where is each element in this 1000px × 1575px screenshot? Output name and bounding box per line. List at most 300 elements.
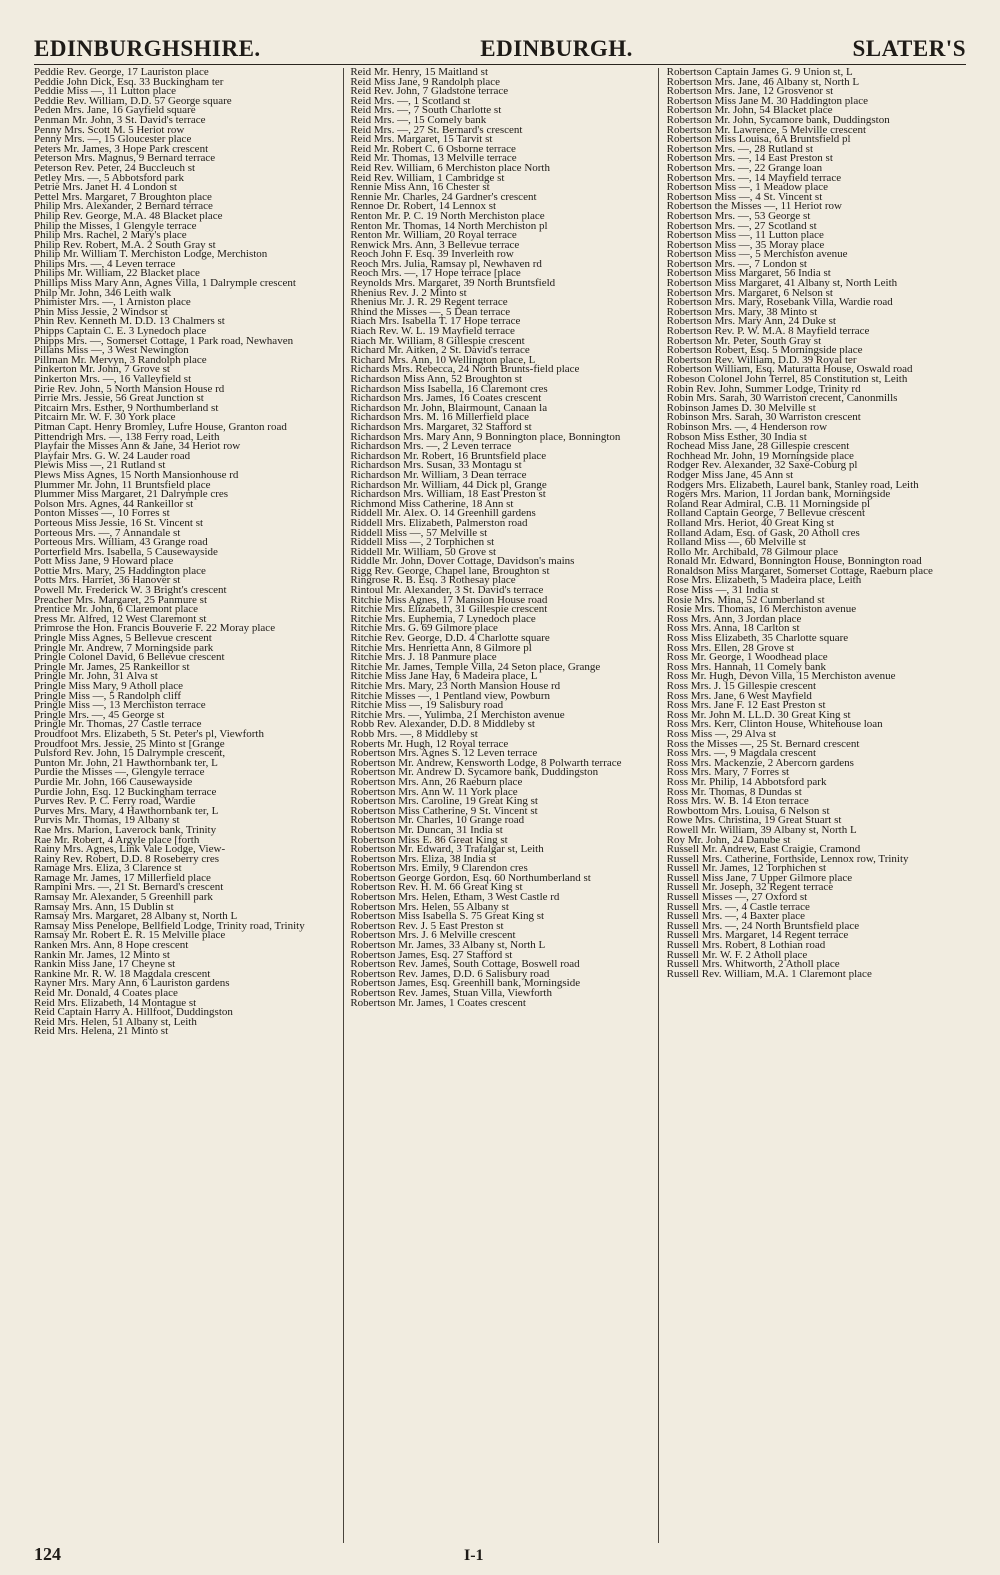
directory-entry: Robertson Mrs. Ann W. 11 York place [350, 785, 518, 798]
directory-entry: Robertson Mrs. —, 14 Mayfield terrace [666, 171, 842, 184]
directory-entry: Ritchie Miss Jane Hay, 6 Madeira place, L [350, 670, 538, 683]
directory-entry: Polson Mrs. Agnes, 44 Rankeillor st [34, 497, 194, 510]
directory-entry: Ringrose R. B. Esq. 3 Rothesay place [350, 574, 516, 587]
directory-entry: Robertson Rev. James, D.D. 6 Salisbury road [350, 967, 550, 980]
directory-entry: Russell Miss Jane, 7 Upper Gilmore place [666, 871, 853, 884]
directory-entry: Reid Miss Jane, 9 Randolph place [350, 75, 501, 88]
directory-entry: Pettel Mrs. Margaret, 7 Broughton place [34, 190, 212, 203]
directory-entry: Robertson Miss —, 5 Merchiston avenue [666, 248, 848, 261]
directory-entry: Porteous Miss Jessie, 16 St. Vincent st [34, 516, 204, 529]
directory-entry: Philip the Misses, 1 Glengyle terrace [34, 219, 197, 232]
directory-entry: Pringle Miss —, 5 Randolph cliff [34, 689, 182, 702]
directory-entry: Reid Rev. John, 7 Gladstone terrace [350, 85, 509, 98]
directory-entry: Rowell Mr. William, 39 Albany st, North L [666, 823, 857, 836]
directory-entry: Rhind the Misses —, 5 Dean terrace [350, 305, 511, 318]
directory-entry: Rampini Mrs. —, 21 St. Bernard's crescent [34, 881, 224, 894]
directory-entry: Rennie Miss Ann, 16 Chester st [350, 181, 490, 194]
directory-entry: Ross Mrs. Jane F. 12 East Preston st [666, 699, 826, 712]
directory-entry: Robertson Mrs. Emily, 9 Clarendon cres [350, 862, 528, 875]
directory-entry: Phipps Captain C. E. 3 Lynedoch place [34, 325, 207, 338]
directory-entry: Punton Mr. John, 21 Hawthornbank ter, L [34, 756, 218, 769]
directory-entry: Reid Mr. Thomas, 13 Melville terrace [350, 152, 517, 165]
directory-entry: Rhenius Rev. J. 2 Minto st [350, 286, 467, 299]
directory-entry: Rodger Miss Jane, 45 Ann st [666, 468, 794, 481]
directory-entry: Ramage Mrs. Eliza, 3 Clarence st [34, 862, 182, 875]
directory-entry: Ross Mr. Hugh, Devon Villa, 15 Merchiston avenue [666, 670, 896, 683]
directory-entry: Pringle Colonel David, 6 Bellevue crescent [34, 651, 225, 664]
directory-entry: Rainy Rev. Robert, D.D. 8 Roseberry cres [34, 852, 220, 865]
directory-entry: Russell Rev. William, M.A. 1 Claremont place [666, 967, 872, 980]
directory-entry: Phipps Mrs. —, Somerset Cottage, 1 Park road, Newhaven [34, 334, 294, 347]
directory-entry: Philip Rev. George, M.A. 48 Blacket place [34, 209, 223, 222]
directory-entry: Renwick Mrs. Ann, 3 Bellevue terrace [350, 238, 520, 251]
directory-entry: Richardson Mrs. William, 18 East Preston st [350, 488, 546, 501]
directory-entry: Proudfoot Mrs. Elizabeth, 5 St. Peter's pl, Viewforth [34, 727, 264, 740]
directory-entry: Robertson Mr. James, 33 Albany st, North L [350, 939, 546, 952]
directory-entry: Robertson Mr. Andrew, Kensworth Lodge, 8 Polwarth terrace [350, 756, 622, 769]
directory-entry: Roberts Mr. Hugh, 12 Royal terrace [350, 737, 509, 750]
directory-entry: Richard Mrs. Ann, 10 Wellington place, L [350, 353, 536, 366]
directory-entry: Robertson Miss —, 35 Moray place [666, 238, 825, 251]
directory-entry: Rankin Mr. James, 12 Minto st [34, 948, 170, 961]
directory-entry: Reid Rev. William, 1 Cambridge st [350, 171, 505, 184]
directory-entry: Robinson Mrs. —, 4 Henderson row [666, 420, 828, 433]
directory-entry: Penny Mrs. —, 15 Gloucester place [34, 133, 192, 146]
directory-entry: Robertson Mr. John, Sycamore bank, Duddingston [666, 113, 890, 126]
directory-entry: Pirrie Mrs. Jessie, 56 Great Junction st [34, 392, 204, 405]
directory-entry: Rankine Mr. R. W. 18 Magdala crescent [34, 967, 211, 980]
directory-entry: Pringle Miss —, 13 Merchiston terrace [34, 699, 206, 712]
directory-entry: Rolland Adam, Esq. of Gask, 20 Atholl cres [666, 526, 860, 539]
directory-entry: Ramsay Mr. Alexander, 5 Greenhill park [34, 891, 213, 904]
directory-entry: Purdie John, Esq. 12 Buckingham terrace [34, 785, 217, 798]
directory-entry: Reoch John F. Esq. 39 Inverleith row [350, 248, 514, 261]
directory-entry: Robertson Miss Margaret, 56 India st [666, 267, 831, 280]
directory-entry: Penny Mrs. Scott M. 5 Heriot row [34, 123, 185, 136]
directory-entry: Potts Mrs. Harriet, 36 Hanover st [34, 574, 181, 587]
directory-entry: Pottie Mrs. Mary, 25 Haddington place [34, 564, 206, 577]
directory-entry: Robertson Mrs. Jane, 12 Grosvenor st [666, 85, 834, 98]
directory-entry: Richardson Mr. John, Blairmount, Canaan la [350, 401, 548, 414]
directory-entry: Rigg Rev. George, Chapel lane, Broughton st [350, 564, 550, 577]
header-publisher: SLATER'S [852, 36, 966, 61]
directory-entry: Primrose the Hon. Francis Bouverie F. 22 Moray place [34, 622, 276, 635]
directory-entry: Robertson Mr. Lawrence, 5 Melville crescent [666, 123, 867, 136]
directory-entry: Reid Mrs. —, 7 South Charlotte st [350, 104, 502, 117]
directory-entry: Ramsay Miss Penelope, Bellfield Lodge, Trinity road, Trinity [34, 919, 305, 932]
directory-entry: Purves Rev. P. C. Ferry road, Wardie [34, 795, 196, 808]
directory-entry: Riddell Miss —, 57 Melville st [350, 526, 488, 539]
directory-entry: Ross Mr. John M. LL.D. 30 Great King st [666, 708, 851, 721]
directory-entry: Riach Mr. William, 8 Gillespie crescent [350, 334, 525, 347]
directory-entry: Porteous Mrs. William, 43 Grange road [34, 536, 208, 549]
directory-entry: Philip Mrs. Rachel, 2 Mary's place [34, 229, 187, 242]
directory-entry: Robertson Mrs. —, 28 Rutland st [666, 142, 814, 155]
directory-entry: Ritchie Mr. James, Temple Villa, 24 Seton place, Grange [350, 660, 601, 673]
directory-entry: Peddie Miss —, 11 Lutton place [34, 85, 176, 98]
directory-entry: Robertson Mrs. Jane, 46 Albany st, North L [666, 75, 860, 88]
directory-entry: Robertson Rev. James, South Cottage, Boswell road [350, 958, 580, 971]
directory-entry: Robinson Mrs. Sarah, 30 Warriston crescent [666, 411, 861, 424]
directory-entry: Ritchie Mrs. Euphemia, 7 Lynedoch place [350, 612, 536, 625]
directory-entry: Robinson James D. 30 Melville st [666, 401, 816, 414]
directory-entry: Richardson Mrs. Susan, 33 Montagu st [350, 459, 522, 472]
directory-entry: Riach Rev. W. L. 19 Mayfield terrace [350, 325, 515, 338]
directory-entry: Phin Miss Jessie, 2 Windsor st [34, 305, 168, 318]
directory-entry: Robertson Rev. James, Stuan Villa, Viewforth [350, 987, 552, 999]
directory-entry: Roland Rear Admiral, C.B. 11 Morningside pl [666, 497, 871, 510]
directory-entry: Robertson Miss E. 86 Great King st [350, 833, 508, 846]
directory-entry: Ross Mrs. Jane, 6 West Mayfield [666, 689, 812, 702]
directory-entry: Ritchie Mrs. Mary, 23 North Mansion House rd [350, 680, 561, 692]
directory-entry: Peterson Rev. Peter, 24 Buccleuch st [34, 161, 196, 174]
directory-entry: Robertson Mrs. Helen, Etham, 3 West Castle rd [350, 891, 560, 904]
column-2 [343, 68, 658, 1543]
directory-entry: Rae Mr. Robert, 4 Argyle place [forth [34, 833, 200, 846]
directory-entry: Ritchie Miss —, 19 Salisbury road [350, 699, 504, 712]
directory-entry: Reid Mr. Donald, 4 Coates place [34, 987, 178, 999]
directory-entry: Petley Mrs. —, 5 Abbotsford park [34, 171, 185, 184]
directory-entry: Rennie Mr. Charles, 24 Gardner's crescent [350, 190, 537, 203]
directory-entry: Rodgers Mrs. Elizabeth, Laurel bank, Stanley road, Leith [666, 478, 919, 491]
directory-entry: Rayner Mrs. Mary Ann, 6 Lauriston gardens [34, 977, 230, 990]
directory-entry: Peddie Rev. George, 17 Lauriston place [34, 68, 209, 78]
directory-entry: Pringle Miss Mary, 9 Atholl place [34, 680, 183, 692]
directory-entry: Robertson Miss Margaret, 41 Albany st, North Leith [666, 277, 898, 290]
directory-entry: Pulsford Rev. John, 15 Dalrymple crescent, [34, 747, 226, 760]
directory-entry: Robertson Mrs. J. 6 Melville crescent [350, 929, 516, 942]
directory-entry: Robertson Rev. J. 5 East Preston st [350, 919, 504, 932]
directory-entry: Pinkerton Mrs. —, 16 Valleyfield st [34, 373, 192, 385]
directory-entry: Ross Mrs. W. B. 14 Eton terrace [666, 795, 809, 808]
directory-entry: Philips Mr. William, 22 Blacket place [34, 267, 200, 280]
directory-entry: Robertson Mr. Duncan, 31 India st [350, 823, 503, 836]
directory-entry: Robertson Rev. William, D.D. 39 Royal ter [666, 353, 857, 366]
directory-entry: Robertson Miss Catherine, 9 St. Vincent st [350, 804, 538, 817]
directory-entry: Pinkerton Mr. John, 7 Grove st [34, 363, 170, 376]
directory-entry: Ross Mrs. Ann, 3 Jordan place [666, 612, 802, 625]
directory-entry: Rogers Mrs. Marion, 11 Jordan bank, Morningside [666, 488, 891, 501]
directory-entry: Ross Mrs. Mary, 7 Forres st [666, 766, 790, 779]
directory-entry: Robertson Mr. Andrew D. Sycamore bank, Duddingston [350, 766, 599, 779]
directory-entry: Philip Mrs. Alexander, 2 Bernard terrace [34, 200, 213, 213]
directory-entry: Rosie Mrs. Thomas, 16 Merchiston avenue [666, 603, 857, 616]
directory-entry: Robertson Mrs. Eliza, 38 India st [350, 852, 497, 865]
directory-entry: Phillips Miss Mary Ann, Agnes Villa, 1 Dalrymple crescent [34, 277, 296, 290]
directory-entry: Rintoul Mr. Alexander, 3 St. David's terrace [350, 584, 544, 597]
directory-entry: Robertson Mrs. —, 22 Grange loan [666, 161, 823, 174]
directory-entry: Robertson the Misses —, 11 Heriot row [666, 200, 842, 213]
directory-entry: Ramsay Mrs. Ann, 15 Dublin st [34, 900, 174, 913]
directory-entry: Ritchie Miss Agnes, 17 Mansion House road [350, 593, 548, 606]
directory-entry: Pringle Miss Agnes, 5 Bellevue crescent [34, 632, 212, 645]
directory-entry: Rolland Miss —, 60 Melville st [666, 536, 806, 549]
directory-entry: Ranken Mrs. Ann, 8 Hope crescent [34, 939, 189, 952]
directory-entry: Reid Mrs. Helen, 51 Albany st, Leith [34, 1015, 197, 1028]
directory-entry: Plewis Miss —, 21 Rutland st [34, 459, 166, 472]
directory-entry: Ramsay Mr. Robert E. R. 15 Melville place [34, 929, 226, 942]
directory-entry: Philip Mr. William T. Merchiston Lodge, Merchiston [34, 248, 268, 261]
header-rule [34, 64, 966, 65]
directory-entry: Robson Miss Esther, 30 India st [666, 430, 807, 443]
directory-entry: Ritchie Misses —, 1 Pentland view, Powburn [350, 689, 551, 702]
directory-entry: Ritchie Mrs. J. 18 Panmure place [350, 651, 497, 664]
directory-entry: Pitman Capt. Henry Bromley, Lufre House, Granton road [34, 420, 287, 433]
directory-entry: Reid Mrs. —, 1 Scotland st [350, 94, 471, 107]
directory-entry: Roy Mr. John, 24 Danube st [666, 833, 791, 846]
directory-entry: Phimister Mrs. —, 1 Arniston place [34, 296, 191, 309]
directory-entry: Pringle Mr. James, 25 Rankeillor st [34, 660, 190, 673]
directory-entry: Richardson Miss Isabella, 16 Claremont cres [350, 382, 548, 395]
directory-entry: Peddie Rev. William, D.D. 57 George square [34, 94, 232, 107]
directory-entry: Rennoe Dr. Robert, 14 Lennox st [350, 200, 497, 213]
directory-entry: Rowe Mrs. Christina, 19 Great Stuart st [666, 814, 842, 827]
directory-entry: Reid Mrs. —, 27 St. Bernard's crescent [350, 123, 523, 136]
directory-entry: Preacher Mrs. Margaret, 25 Panmure st [34, 593, 207, 606]
directory-entry: Robertson Mrs. Caroline, 19 Great King st [350, 795, 538, 808]
directory-entry: Renton Mr. Thomas, 14 North Merchiston pl [350, 219, 548, 232]
directory-entry: Porteous Mrs. —, 7 Annandale st [34, 526, 181, 539]
directory-entry: Robertson Mrs. Helen, 55 Albany st [350, 900, 509, 913]
directory-entry: Reoch Mrs. Julia, Ramsay pl, Newhaven rd [350, 257, 542, 270]
running-header [34, 36, 966, 64]
directory-entry: Robb Rev. Alexander, D.D. 8 Middleby st [350, 718, 535, 731]
directory-entry: Robertson Mrs. Margaret, 6 Nelson st [666, 286, 833, 299]
directory-entry: Ritchie Mrs. —, Yulimba, 21 Merchiston avenue [350, 708, 565, 721]
directory-entry: Ross Mrs. Hannah, 11 Comely bank [666, 660, 827, 673]
directory-entry: Pringle Mr. Thomas, 27 Castle terrace [34, 718, 202, 731]
directory-entry: Riddell Mr. Alex. O. 14 Greenhill gardens [350, 507, 536, 520]
directory-entry: Ritchie Mrs. Elizabeth, 31 Gillespie crescent [350, 603, 548, 616]
directory-entry: Riddell Mr. William, 50 Grove st [350, 545, 497, 558]
directory-entry: Russell Mr. Andrew, East Craigie, Cramond [666, 843, 861, 856]
directory-entry: Robertson Miss Isabella S. 75 Great King st [350, 910, 545, 923]
directory-entry: Rhenius Mr. J. R. 29 Regent terrace [350, 296, 508, 309]
directory-entry: Plummer Mr. John, 11 Bruntsfield place [34, 478, 211, 491]
directory-entry: Purdie Mr. John, 166 Causewayside [34, 775, 193, 788]
directory-entry: Rae Mrs. Marion, Laverock bank, Trinity [34, 823, 217, 836]
directory-entry: Purdie the Misses —, Glengyle terrace [34, 766, 205, 779]
directory-entry: Pillman Mr. Mervyn, 3 Randolph place [34, 353, 207, 366]
directory-entry: Robertson Robert, Esq. 5 Morningside place [666, 344, 863, 357]
directory-entry: Pittendrigh Mrs. —, 138 Ferry road, Leith [34, 430, 220, 443]
directory-entry: Russell Mrs. Whitworth, 2 Atholl place [666, 958, 840, 971]
directory-entry: Robertson Miss —, 4 St. Vincent st [666, 190, 823, 203]
directory-entry: Robin Mrs. Sarah, 30 Warriston crecent, Canonmills [666, 392, 898, 405]
directory-entry: Rollo Mr. Archibald, 78 Gilmour place [666, 545, 839, 558]
directory-entry: Pitcairn Mrs. Esther, 9 Northumberland st [34, 401, 219, 414]
directory-entry: Richards Mrs. Rebecca, 24 North Brunts-field place [350, 363, 580, 376]
directory-entry: Powell Mr. Frederick W. 3 Bright's crescent [34, 584, 227, 597]
directory-entry: Playfair Mrs. G. W. 24 Lauder road [34, 449, 191, 462]
directory-entry: Rolland Captain George, 7 Bellevue crescent [666, 507, 865, 520]
directory-entry: Rainy Mrs. Agnes, Link Vale Lodge, View- [34, 843, 226, 856]
column-1 [34, 68, 335, 1543]
directory-entry: Ross Mrs. —, 9 Magdala crescent [666, 747, 817, 760]
directory-entry: Ritchie Rev. George, D.D. 4 Charlotte square [350, 632, 550, 645]
directory-entry: Reid Mr. Henry, 15 Maitland st [350, 68, 489, 78]
directory-entry: Richardson Mr. William, 3 Dean terrace [350, 468, 527, 481]
directory-entry: Russell Mrs. —, 4 Castle terrace [666, 900, 810, 913]
directory-entry: Proudfoot Mrs. Jessie, 25 Minto st [Grange [34, 737, 225, 750]
directory-entry: Philp Mr. John, 346 Leith walk [34, 286, 172, 299]
directory-entry: Robertson Rev. P. W. M.A. 8 Mayfield terrace [666, 325, 870, 338]
directory-entry: Reid Captain Harry A. Hillfoot, Duddingston [34, 1006, 233, 1019]
directory-entry: Richardson Mr. Robert, 16 Bruntsfield place [350, 449, 547, 462]
directory-entry: Russell Mrs. —, 4 Baxter place [666, 910, 806, 923]
directory-entry: Petrie Mrs. Janet H. 4 London st [34, 181, 177, 194]
directory-entry: Pillans Miss —, 3 West Newington [34, 344, 189, 357]
directory-entry: Robb Mrs. —, 8 Middleby st [350, 727, 478, 740]
directory-entry: Ronald Mr. Edward, Bonnington House, Bonnington road [666, 555, 922, 568]
directory-entry: Russell Mrs. Margaret, 14 Regent terrace [666, 929, 849, 942]
directory-entry: Robertson Miss Jane M. 30 Haddington place [666, 94, 868, 107]
directory-entry: Plews Miss Agnes, 15 North Mansionhouse rd [34, 468, 239, 481]
directory-entry: Ross Mrs. Kerr, Clinton House, Whitehouse loan [666, 718, 883, 731]
directory-entry: Robertson George Gordon, Esq. 60 Northumberland st [350, 871, 591, 884]
directory-entry: Ramage Mr. James, 17 Millerfield place [34, 871, 211, 884]
directory-entry: Robeson Colonel John Terrel, 85 Constitution st, Leith [666, 373, 908, 385]
directory-entry: Ross Mr. Thomas, 8 Dundas st [666, 785, 802, 798]
directory-entry: Rodger Rev. Alexander, 32 Saxe-Coburg pl [666, 459, 858, 472]
directory-entry: Pott Miss Jane, 9 Howard place [34, 555, 174, 568]
directory-entry: Robertson Mrs. Mary, 38 Minto st [666, 305, 818, 318]
directory-entry: Richardson Mrs. James, 16 Coates crescent [350, 392, 542, 405]
directory-entry: Russell Mrs. Robert, 8 Lothian road [666, 939, 826, 952]
directory-entry: Ross the Misses —, 25 St. Bernard crescent [666, 737, 860, 750]
directory-entry: Russell Mrs. Catherine, Forthside, Lennox row, Trinity [666, 852, 909, 865]
directory-entry: Rolland Mrs. Heriot, 40 Great King st [666, 516, 835, 529]
directory-entry: Rose Miss —, 31 India st [666, 584, 779, 597]
directory-entry: Robertson Rev. H. M. 66 Great King st [350, 881, 523, 894]
directory-entry: Russell Mr. Joseph, 32 Regent terrace [666, 881, 834, 894]
directory-entry: Riddell Mrs. Elizabeth, Palmerston road [350, 516, 528, 529]
directory-entry: Purvis Mr. Thomas, 19 Albany st [34, 814, 180, 827]
directory-entry: Robertson James, Esq. Greenhill bank, Morningside [350, 977, 581, 990]
directory-entry: Richmond Miss Catherine, 18 Ann st [350, 497, 514, 510]
directory-entry: Richardson Mr. William, 44 Dick pl, Grange [350, 478, 547, 491]
directory-entry: Robertson Mrs. Mary Ann, 24 Duke st [666, 315, 836, 328]
directory-entry: Rochead Miss Jane, 28 Gillespie crescent [666, 440, 850, 453]
directory-entry: Reid Mr. Robert C. 6 Osborne terrace [350, 142, 516, 155]
directory-entry: Reid Mrs. Elizabeth, 14 Montague st [34, 996, 197, 1009]
directory-entry: Rosie Mrs. Mina, 52 Cumberland st [666, 593, 825, 606]
directory-entry: Robertson Mrs. Mary, Rosebank Villa, Wardie road [666, 296, 893, 309]
directory-entry: Riddle Mr. John, Dover Cottage, Davidson's mains [350, 555, 575, 568]
directory-entry: Russell Mr. James, 12 Torphichen st [666, 862, 827, 875]
directory-entry: Richardson Mrs. M. 16 Millerfield place [350, 411, 530, 424]
directory-entry: Ross Mrs. J. 15 Gillespie crescent [666, 680, 817, 692]
directory-entry: Robertson William, Esq. Maturatta House, Oswald road [666, 363, 913, 376]
directory-entry: Philip Rev. Robert, M.A. 2 South Gray st [34, 238, 216, 251]
directory-entry: Richardson Miss Ann, 52 Broughton st [350, 373, 523, 385]
directory-entry: Reoch Mrs. —, 17 Hope terrace [place [350, 267, 521, 280]
directory-entry: Peterson Mrs. Magnus, 9 Bernard terrace [34, 152, 216, 165]
directory-entry: Robertson Mr. Peter, South Gray st [666, 334, 822, 347]
directory-entry: Peters Mr. James, 3 Hope Park crescent [34, 142, 209, 155]
directory-entry: Pringle Mr. John, 31 Alva st [34, 670, 158, 683]
directory-entry: Rankin Miss Jane, 17 Cheyne st [34, 958, 176, 971]
directory-entry: Renton Mr. P. C. 19 North Merchiston place [350, 209, 545, 222]
directory-entry: Peddie John Dick, Esq. 33 Buckingham ter [34, 75, 224, 88]
directory-entry: Robertson Captain James G. 9 Union st, L [666, 68, 853, 78]
directory-entry: Ross Mrs. Ellen, 28 Grove st [666, 641, 795, 654]
directory-entry: Robertson Mrs. —, 7 London st [666, 257, 807, 270]
directory-entry: Robertson Mrs. —, 53 George st [666, 209, 811, 222]
directory-entry: Richardson Mrs. Margaret, 32 Stafford st [350, 420, 532, 433]
directory-entry: Reid Mrs. Helena, 21 Minto st [34, 1025, 169, 1038]
directory-entry: Rochhead Mr. John, 19 Morningside place [666, 449, 854, 462]
directory-entry: Peden Mrs. Jane, 16 Gayfield square [34, 104, 196, 117]
header-county: EDINBURGHSHIRE. [34, 36, 261, 61]
directory-entry: Purves Mrs. Mary, 4 Hawthornbank ter, L [34, 804, 219, 817]
directory-entry: Robertson Miss Louisa, 6A Bruntsfield pl [666, 133, 851, 146]
directory-entry: Reid Mrs. Margaret, 15 Tarvit st [350, 133, 493, 146]
directory-entry: Ross Miss —, 29 Alva st [666, 727, 777, 740]
directory-entry: Robertson Mr. James, 1 Coates crescent [350, 996, 526, 1009]
directory-entry: Rose Mrs. Elizabeth, 5 Madeira place, Leith [666, 574, 862, 587]
directory-entry: Russell Mrs. —, 24 North Bruntsfield place [666, 919, 860, 932]
directory-entry: Robertson Mrs. Ann, 26 Raeburn place [350, 775, 523, 788]
signature-mark: I-1 [464, 1547, 484, 1564]
directory-entry: Pitcairn Mr. W. F. 30 York place [34, 411, 176, 424]
directory-entry: Robertson Mr. Edward, 3 Trafalgar st, Leith [350, 843, 544, 856]
directory-entry: Plummer Miss Margaret, 21 Dalrymple cres [34, 488, 229, 501]
directory-entry: Renton Mr. William, 20 Royal terrace [350, 229, 517, 242]
directory-entry: Robertson Miss —, 11 Lutton place [666, 229, 824, 242]
directory-entry: Robertson James, Esq. 27 Stafford st [350, 948, 513, 961]
directory-entry: Robin Rev. John, Summer Lodge, Trinity rd [666, 382, 861, 395]
directory-columns [34, 68, 968, 1543]
directory-entry: Robertson Mrs. Agnes S. 12 Leven terrace [350, 747, 538, 760]
directory-entry: Riddell Miss —, 2 Torphichen st [350, 536, 495, 549]
directory-entry: Ross Mrs. Anna, 18 Carlton st [666, 622, 800, 635]
directory-entry: Richard Mr. Aitken, 2 St. David's terrace [350, 344, 530, 357]
page-footer [34, 1541, 966, 1565]
header-city: EDINBURGH. [480, 36, 633, 61]
directory-entry: Russell Misses —, 27 Oxford st [666, 891, 808, 904]
directory-entry: Robertson Mrs. —, 14 East Preston st [666, 152, 833, 165]
directory-entry: Reynolds Mrs. Margaret, 39 North Bruntsfield [350, 277, 556, 290]
directory-entry: Prentice Mr. John, 6 Claremont place [34, 603, 199, 616]
directory-entry: Pringle Mrs. —, 45 George st [34, 708, 165, 721]
column-3 [667, 68, 968, 1543]
directory-entry: Richardson Mrs. Mary Ann, 9 Bonnington place, Bonnington [350, 430, 621, 443]
directory-entry: Robertson Miss —, 1 Meadow place [666, 181, 828, 194]
directory-entry: Richardson Mrs. —, 2 Leven terrace [350, 440, 512, 453]
directory-entry: Reid Mrs. —, 15 Comely bank [350, 113, 487, 126]
directory-entry: Ramsay Mrs. Margaret, 28 Albany st, North L [34, 910, 238, 923]
directory-entry: Russell Mr. W. F. 2 Atholl place [666, 948, 808, 961]
directory-entry: Porterfield Mrs. Isabella, 5 Causewayside [34, 545, 218, 558]
directory-entry: Ross Mr. Philip, 14 Abbotsford park [666, 775, 827, 788]
directory-entry: Philips Mrs. —, 4 Leven terrace [34, 257, 176, 270]
directory-entry: Penman Mr. John, 3 St. David's terrace [34, 113, 206, 126]
directory-entry: Ross Mr. George, 1 Woodhead place [666, 651, 828, 664]
directory-entry: Ritchie Mrs. G. 69 Gilmore place [350, 622, 498, 635]
directory-entry: Ross Mrs. Mackenzie, 2 Abercorn gardens [666, 756, 854, 769]
directory-entry: Ritchie Mrs. Henrietta Ann, 8 Gilmore pl [350, 641, 532, 654]
directory-entry: Pirie Rev. John, 5 North Mansion House rd [34, 382, 225, 395]
directory-entry: Ronaldson Miss Margaret, Somerset Cottage, Raeburn place [666, 564, 933, 577]
directory-entry: Phin Rev. Kenneth M. D.D. 13 Chalmers st [34, 315, 225, 328]
directory-entry: Rowbottom Mrs. Louisa, 6 Nelson st [666, 804, 830, 817]
directory-entry: Robertson Mr. Charles, 10 Grange road [350, 814, 525, 827]
directory-entry: Playfair the Misses Ann & Jane, 34 Heriot row [34, 440, 241, 453]
page-number: 124 [34, 1544, 61, 1564]
directory-entry: Riach Mrs. Isabella T. 17 Hope terrace [350, 315, 521, 328]
directory-entry: Pringle Mr. Andrew, 7 Morningside park [34, 641, 214, 654]
